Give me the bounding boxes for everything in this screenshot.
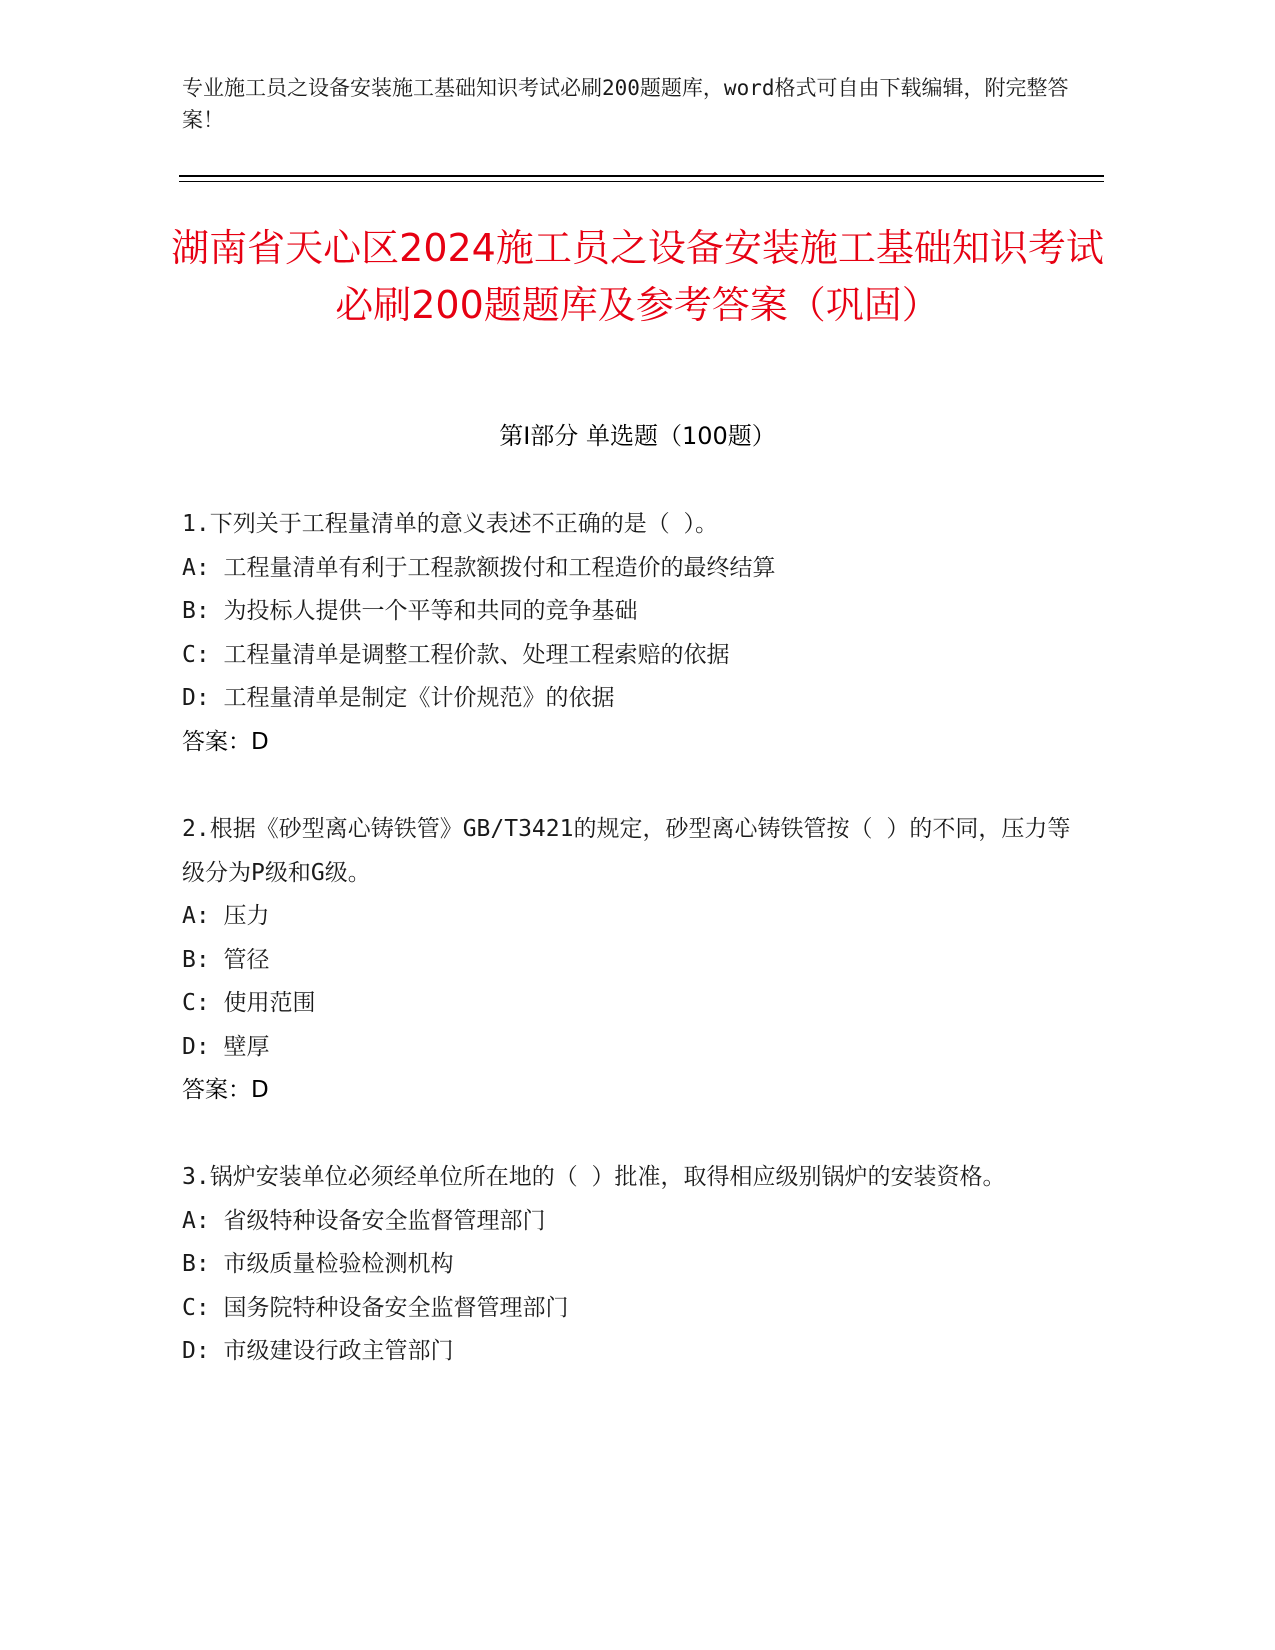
question-block <box>182 1156 1082 1374</box>
document-title: 湖南省天心区2024施工员之设备安装施工基础知识考试必刷200题题库及参考答案（巩固） <box>171 226 1104 327</box>
header-divider-thick <box>179 175 1104 177</box>
option-d: D: 市级建设行政主管部门 <box>182 1338 454 1364</box>
option-c: C: 使用范围 <box>182 990 316 1016</box>
option-d: D: 壁厚 <box>182 1033 270 1060</box>
question-block <box>182 808 1082 1113</box>
header-divider-thin <box>179 181 1104 182</box>
option-d: D: 工程量清单是制定《计价规范》的依据 <box>182 685 615 711</box>
option-c: C: 国务院特种设备安全监督管理部门 <box>182 1294 569 1321</box>
option-b: B: 管径 <box>182 946 270 973</box>
question-stem: 3.锅炉安装单位必须经单位所在地的（ ）批准，取得相应级别锅炉的安装资格。 <box>182 1164 1006 1190</box>
option-c: C: 工程量清单是调整工程价款、处理工程索赔的依据 <box>182 641 730 668</box>
option-a: A: 省级特种设备安全监督管理部门 <box>182 1207 546 1234</box>
question-stem: 1.下列关于工程量清单的意义表述不正确的是（ ）。 <box>182 511 719 537</box>
question-block <box>182 503 1082 764</box>
option-a: A: 压力 <box>182 903 270 929</box>
option-a: A: 工程量清单有利于工程款额拨付和工程造价的最终结算 <box>182 554 776 581</box>
question-stem: 2.根据《砂型离心铸铁管》GB/T3421的规定，砂型离心铸铁管按（ ）的不同，压力等级分为P级和G级。 <box>182 816 1071 886</box>
header-note: 专业施工员之设备安装施工基础知识考试必刷200题题库，word格式可自由下载编辑，附完整答案！ <box>182 76 1069 132</box>
section-heading: 第I部分 单选题（100题） <box>499 422 776 450</box>
option-b: B: 为投标人提供一个平等和共同的竞争基础 <box>182 598 638 624</box>
option-b: B: 市级质量检验检测机构 <box>182 1251 454 1277</box>
answer-line: 答案：D <box>182 728 269 755</box>
answer-line: 答案：D <box>182 1077 269 1103</box>
